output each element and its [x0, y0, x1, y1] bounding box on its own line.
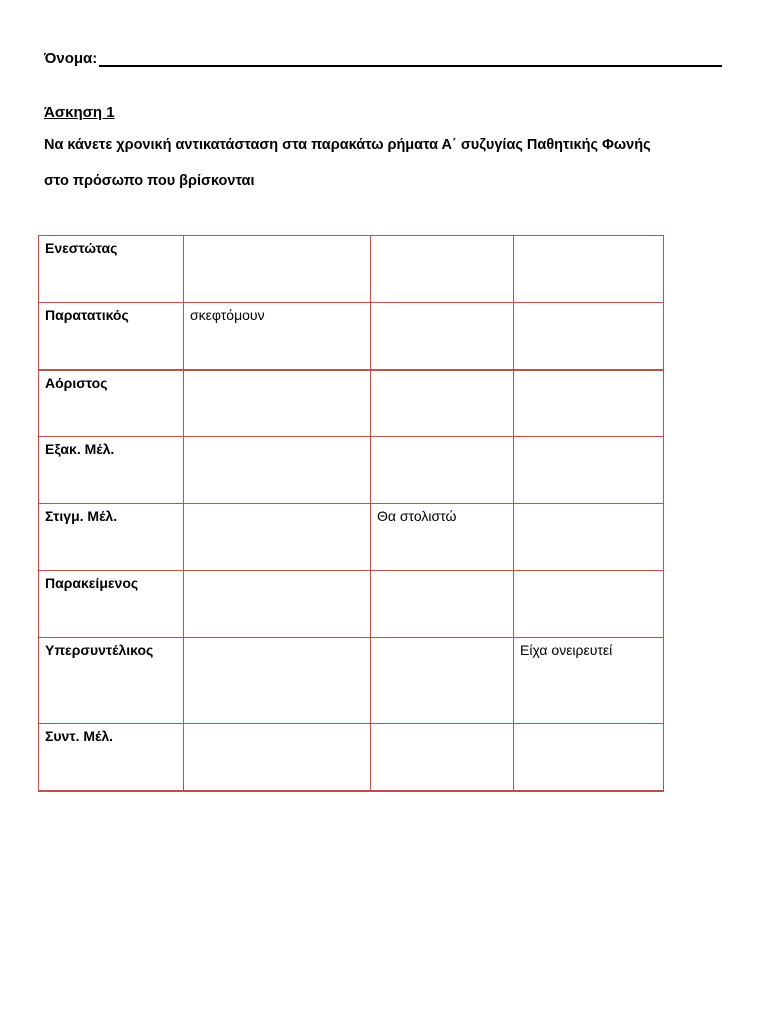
- table-row: [39, 437, 664, 504]
- answer-cell: [514, 303, 664, 370]
- name-label: Όνομα:: [44, 50, 98, 67]
- table-row: [39, 724, 664, 791]
- answer-cell: [184, 437, 371, 504]
- answer-cell: [184, 571, 371, 638]
- answer-cell: [371, 638, 514, 724]
- table-row: [39, 370, 664, 437]
- tense-label: Παρακείμενος: [39, 571, 184, 638]
- table-row: [39, 303, 664, 370]
- answer-cell: [514, 504, 664, 571]
- table-row: [39, 504, 664, 571]
- tense-label: Στιγμ. Μέλ.: [39, 504, 184, 571]
- answer-cell: σκεφτόμουν: [184, 303, 371, 370]
- answer-cell: [514, 370, 664, 437]
- answer-cell: Είχα ονειρευτεί: [514, 638, 664, 724]
- tense-label: Υπερσυντέλικος: [39, 638, 184, 724]
- verb-tense-table: [38, 235, 664, 792]
- answer-cell: [514, 724, 664, 791]
- answer-cell: [514, 437, 664, 504]
- tense-label: Αόριστος: [39, 370, 184, 437]
- name-field: [44, 50, 722, 67]
- table-row: [39, 236, 664, 303]
- name-blank-line: [99, 51, 722, 67]
- tense-label: Παρατατικός: [39, 303, 184, 370]
- answer-cell: [371, 724, 514, 791]
- answer-cell: [184, 638, 371, 724]
- answer-cell: [184, 236, 371, 303]
- table-row: [39, 638, 664, 724]
- answer-cell: Θα στολιστώ: [371, 504, 514, 571]
- answer-cell: [184, 370, 371, 437]
- tense-label: Συντ. Μέλ.: [39, 724, 184, 791]
- tense-label: Ενεστώτας: [39, 236, 184, 303]
- answer-cell: [371, 303, 514, 370]
- answer-cell: [514, 571, 664, 638]
- answer-cell: [184, 724, 371, 791]
- answer-cell: [184, 504, 371, 571]
- answer-cell: [371, 437, 514, 504]
- exercise-title: Άσκηση 1: [44, 104, 115, 121]
- table-row: [39, 571, 664, 638]
- answer-cell: [371, 236, 514, 303]
- answer-cell: [514, 236, 664, 303]
- instruction-line-1: Να κάνετε χρονική αντικατάσταση στα παρακάτω ρήματα Α΄ συζυγίας Παθητικής Φωνής: [44, 137, 651, 153]
- answer-cell: [371, 370, 514, 437]
- answer-cell: [371, 571, 514, 638]
- tense-label: Εξακ. Μέλ.: [39, 437, 184, 504]
- instruction-line-2: στο πρόσωπο που βρίσκονται: [44, 173, 255, 189]
